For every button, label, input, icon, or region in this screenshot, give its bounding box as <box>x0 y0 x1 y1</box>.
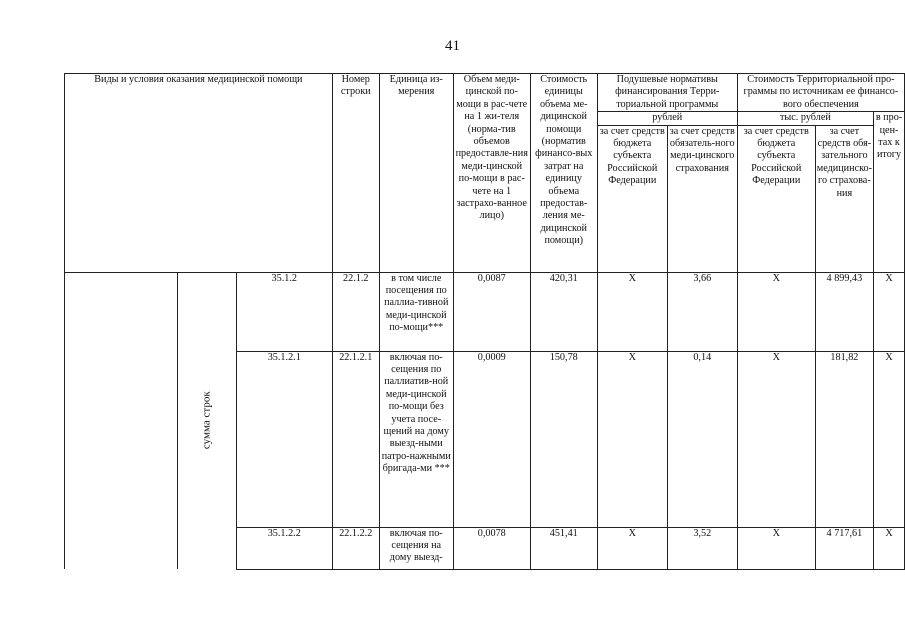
row-code: 35.1.2 <box>236 272 332 351</box>
row-oms-thousand: 181,82 <box>815 351 873 527</box>
empty-kinds-cell <box>65 272 178 569</box>
header-unit-thousand-rubles: тыс. рублей <box>737 112 873 125</box>
header-budget-thousand: за счет средств бюджета субъекта Российской Федерации <box>737 125 815 272</box>
row-percent: X <box>874 527 905 569</box>
header-unit: Единица из-мерения <box>379 74 453 273</box>
row-volume: 0,0087 <box>453 272 530 351</box>
row-unit-cost: 420,31 <box>530 272 597 351</box>
row-oms-rubles: 3,66 <box>667 272 737 351</box>
row-budget-thousand: X <box>737 527 815 569</box>
header-total-cost-group: Стоимость Территориальной про-граммы по источникам ее финансо-вого обеспечения <box>737 74 904 112</box>
side-label: сумма строк <box>200 391 213 450</box>
header-oms-thousand: за счет средств обя-зательного медицинско-го страхова-ния <box>815 125 873 272</box>
row-code: 35.1.2.1 <box>236 351 332 527</box>
row-name: включая по-сещения по паллиатив-ной меди-цинской по-мощи без учета посе-щений на дому выезд-ными патро-нажными бригада-ми *** <box>379 351 453 527</box>
row-volume: 0,0078 <box>453 527 530 569</box>
row-unit-cost: 451,41 <box>530 527 597 569</box>
header-unit-rubles: рублей <box>597 112 737 125</box>
row-oms-thousand: 4 717,61 <box>815 527 873 569</box>
header-kinds-of-care: Виды и условия оказания медицинской помощи <box>65 74 333 273</box>
header-volume: Объем меди-цинской по-мощи в рас-чете на 1 жи-теля (норма-тив объемов предоставле-ния меди-цинской по-мощи в рас-чете на 1 застрахо-ванное лицо) <box>453 74 530 273</box>
row-line-number: 22.1.2 <box>332 272 379 351</box>
row-budget-rubles: X <box>597 527 667 569</box>
row-budget-thousand: X <box>737 351 815 527</box>
row-percent: X <box>874 351 905 527</box>
row-name: в том числе посещения по паллиа-тивной меди-цинской по-мощи*** <box>379 272 453 351</box>
table-row <box>65 272 905 351</box>
financing-table <box>64 73 905 570</box>
row-budget-rubles: X <box>597 272 667 351</box>
row-unit-cost: 150,78 <box>530 351 597 527</box>
row-budget-thousand: X <box>737 272 815 351</box>
row-oms-rubles: 0,14 <box>667 351 737 527</box>
header-oms-rubles: за счет средств обязатель-ного меди-цинского страхования <box>667 125 737 272</box>
header-line-number: Номер строки <box>332 74 379 273</box>
row-name: включая по-сещения на дому выезд- <box>379 527 453 569</box>
row-budget-rubles: X <box>597 351 667 527</box>
side-label-cell <box>178 272 237 569</box>
row-volume: 0,0009 <box>453 351 530 527</box>
row-line-number: 22.1.2.1 <box>332 351 379 527</box>
header-budget-rubles: за счет средств бюджета субъекта Российской Федерации <box>597 125 667 272</box>
header-percent-of-total: в про-цен-тах к итогу <box>874 112 905 272</box>
header-per-capita-group: Подушевые нормативы финансирования Терри-ториальной программы <box>597 74 737 112</box>
row-code: 35.1.2.2 <box>236 527 332 569</box>
row-oms-thousand: 4 899,43 <box>815 272 873 351</box>
row-oms-rubles: 3,52 <box>667 527 737 569</box>
row-percent: X <box>874 272 905 351</box>
header-unit-cost: Стоимость единицы объема ме-дицинской помощи (норматив финансо-вых затрат на единицу объема предостав-ления ме-дицинской помощи) <box>530 74 597 273</box>
row-line-number: 22.1.2.2 <box>332 527 379 569</box>
page-number: 41 <box>445 38 460 54</box>
